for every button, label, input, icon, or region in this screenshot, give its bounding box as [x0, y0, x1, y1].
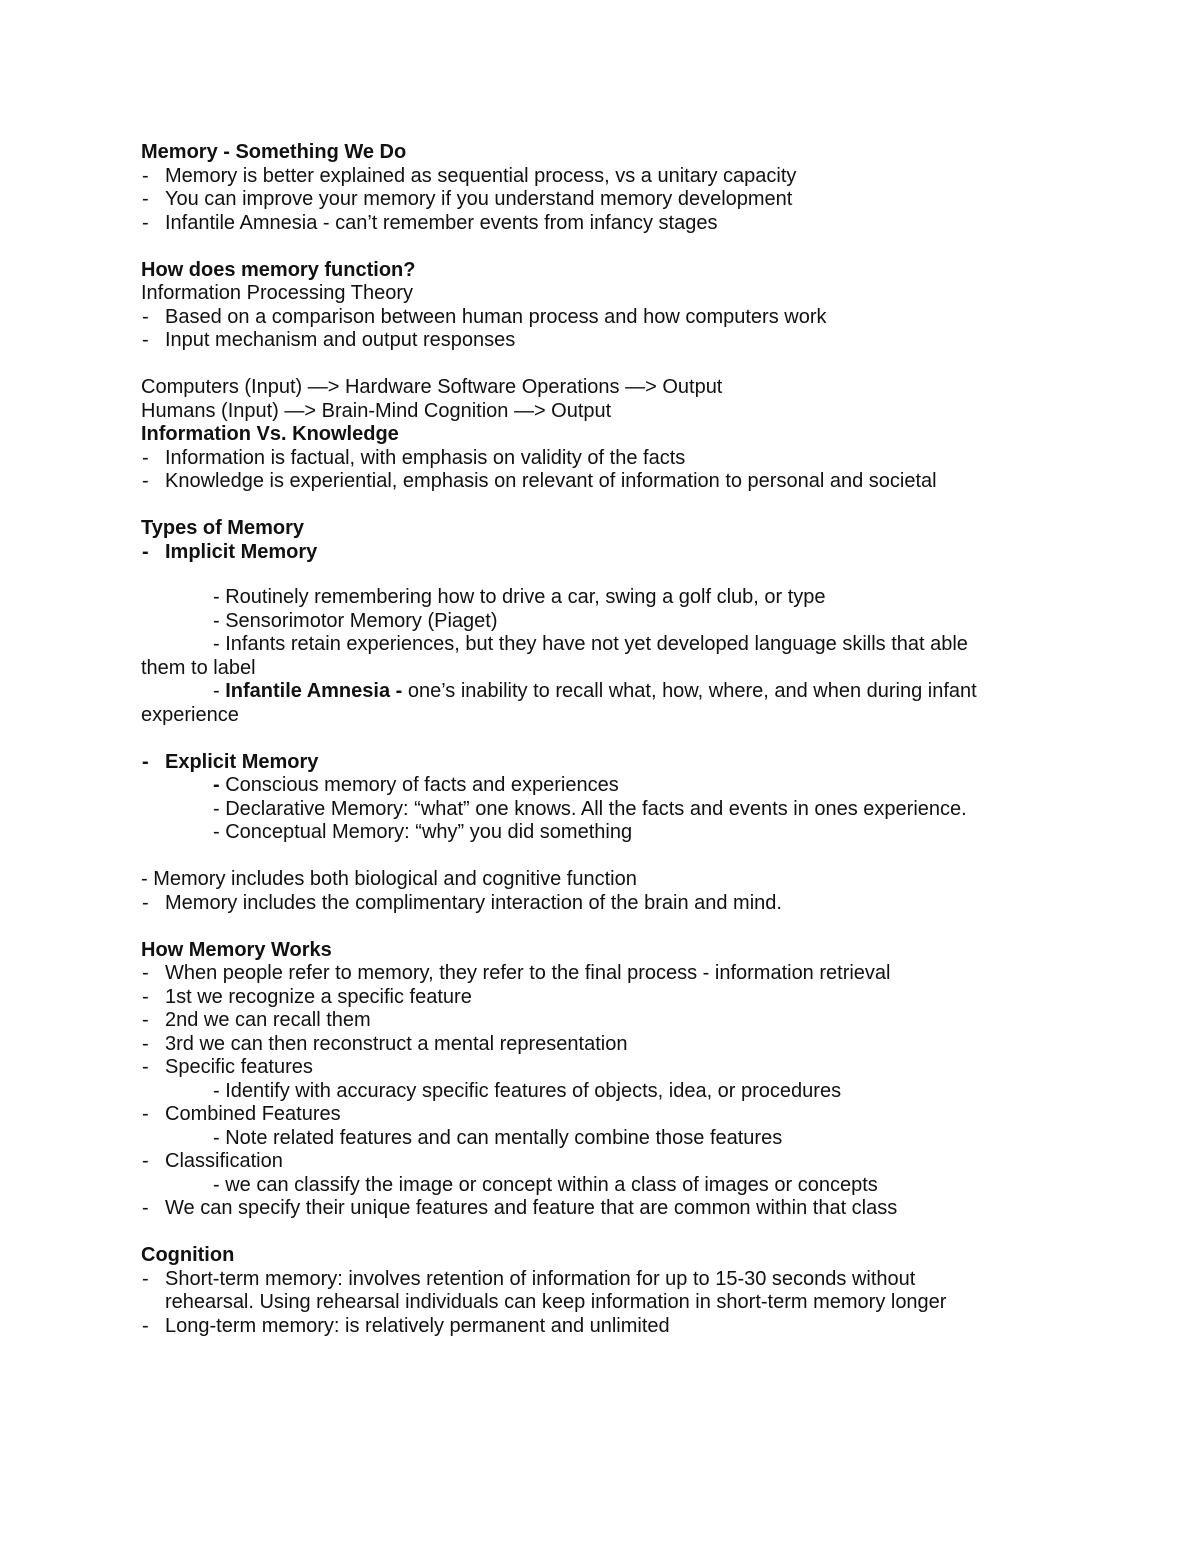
bullet-item: - Information is factual, with emphasis on validity of the facts [141, 447, 1061, 471]
bullet-item: - Memory includes the complimentary interaction of the brain and mind. [141, 892, 1061, 916]
bullet-item: - Knowledge is experiential, emphasis on relevant of information to personal and societal [141, 470, 1061, 494]
flow-computers: Computers (Input) —> Hardware Software Operations —> Output [141, 376, 723, 398]
bullet-item: - 3rd we can then reconstruct a mental representation [141, 1033, 1061, 1057]
spacer [141, 235, 1061, 259]
indented-point-text: Conscious memory of facts and experiences [219, 774, 619, 796]
bullet-item: - Memory is better explained as sequential process, vs a unitary capacity [141, 165, 1061, 189]
bullet-item: - Specific features [141, 1056, 1061, 1080]
bullet-item: - When people refer to memory, they refer to the final process - information retrieval [141, 962, 1061, 986]
bullet-item: - You can improve your memory if you understand memory development [141, 188, 1061, 212]
bold-dash: - [213, 774, 220, 796]
bullet-item: - Input mechanism and output responses [141, 329, 1061, 353]
bullet-item: - Long-term memory: is relatively permanent and unlimited [141, 1315, 1061, 1339]
bullet-item: - 1st we recognize a specific feature [141, 986, 1061, 1010]
indented-point-continuation: them to label [141, 656, 256, 679]
amnesia-definition-text: one’s inability to recall what, how, where, and when during infant [402, 680, 977, 702]
spacer [141, 727, 1061, 751]
bullet-item: - Based on a comparison between human process and how computers work [141, 306, 1061, 330]
infantile-amnesia-definition [141, 680, 1061, 704]
spacer [141, 915, 1061, 939]
amnesia-dash: - [213, 680, 226, 702]
subheading-explicit-memory: - Explicit Memory [141, 751, 1061, 775]
bullet-item: - 2nd we can recall them [141, 1009, 1061, 1033]
indented-point: - we can classify the image or concept within a class of images or concepts [213, 1173, 878, 1196]
heading-how-memory-works: How Memory Works [141, 938, 332, 961]
indented-point: - Sensorimotor Memory (Piaget) [213, 609, 498, 632]
spacer [141, 1221, 1061, 1245]
amnesia-term: Infantile Amnesia - [225, 680, 403, 702]
heading-memory-something-we-do: Memory - Something We Do [141, 141, 407, 163]
indented-point: - Identify with accuracy specific features of objects, idea, or procedures [213, 1079, 842, 1102]
amnesia-definition-continuation: experience [141, 703, 239, 726]
heading-information-vs-knowledge: Information Vs. Knowledge [141, 423, 399, 445]
bullet-item-continuation: rehearsal. Using rehearsal individuals can keep information in short-term memory longer [165, 1291, 947, 1313]
spacer [141, 353, 1061, 377]
subheading-implicit-memory: - Implicit Memory [141, 541, 1061, 565]
indented-point: - Infants retain experiences, but they have not yet developed language skills that able [213, 633, 968, 655]
indented-point: - Conceptual Memory: “why” you did something [213, 821, 633, 843]
heading-cognition: Cognition [141, 1244, 235, 1266]
indented-point: - Note related features and can mentally combine those features [213, 1126, 783, 1149]
spacer [141, 494, 1061, 518]
bullet-item: - Combined Features [141, 1103, 1061, 1127]
spacer [141, 564, 1061, 586]
bullet-item: - Classification [141, 1150, 1061, 1174]
flow-humans: Humans (Input) —> Brain-Mind Cognition —> Output [141, 399, 612, 422]
memory-note: - Memory includes both biological and cognitive function [141, 868, 637, 890]
heading-types-of-memory: Types of Memory [141, 517, 304, 539]
indented-point: - Routinely remembering how to drive a car, swing a golf club, or type [213, 586, 826, 608]
indented-point [141, 774, 1061, 798]
document-body [141, 141, 1061, 1338]
bullet-item: - We can specify their unique features and feature that are common within that class [141, 1197, 1061, 1221]
indented-point: - Declarative Memory: “what” one knows. All the facts and events in ones experience. [213, 797, 967, 820]
bullet-item: - Infantile Amnesia - can’t remember events from infancy stages [141, 212, 1061, 236]
spacer [141, 845, 1061, 869]
bullet-item: - Short-term memory: involves retention of information for up to 15-30 seconds without [141, 1268, 1061, 1292]
heading-how-does-memory-function: How does memory function? [141, 258, 416, 281]
subheading-information-processing-theory: Information Processing Theory [141, 282, 413, 304]
